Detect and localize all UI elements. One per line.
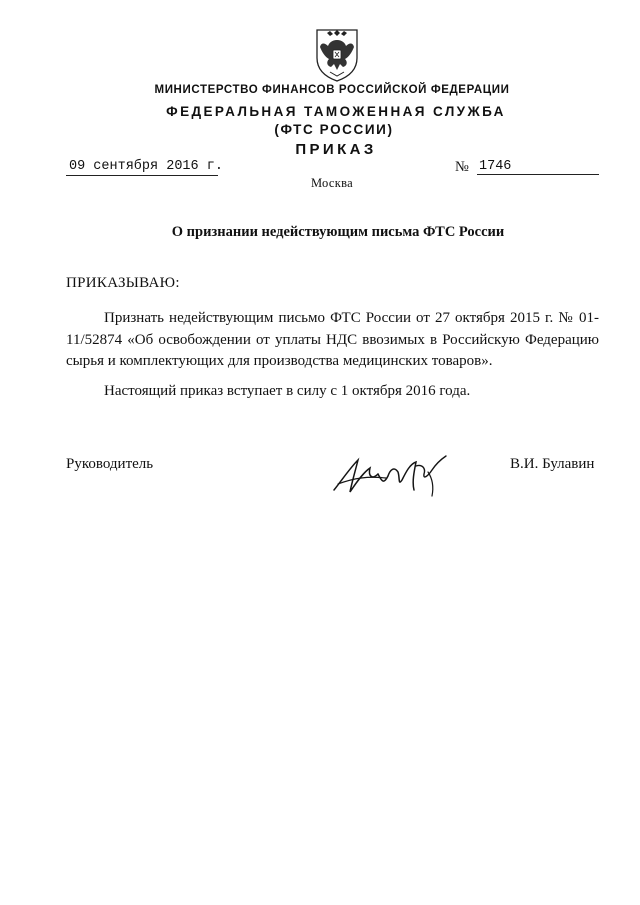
document-title: О признании недействующим письма ФТС России bbox=[171, 224, 505, 240]
signer-role: Руководитель bbox=[66, 456, 154, 472]
ministry-name: МИНИСТЕРСТВО ФИНАНСОВ РОССИЙСКОЙ ФЕДЕРАЦИИ bbox=[154, 84, 510, 96]
service-abbreviation: (ФТС РОССИИ) bbox=[274, 122, 394, 137]
city: Москва bbox=[310, 176, 354, 190]
number-underline bbox=[477, 174, 599, 175]
order-word: ПРИКАЗЫВАЮ: bbox=[66, 275, 180, 291]
order-number: 1746 bbox=[479, 159, 512, 174]
handwritten-signature-icon bbox=[328, 450, 458, 502]
order-paragraph-1: Признать недействующим письмо ФТС России от 27 октября 2015 г. № 01-11/52874 «Об освобождении от уплаты НДС ввозимых в Российскую Федерацию сырья и комплектующих для производства медицинских товаров». bbox=[66, 310, 599, 369]
order-number-field bbox=[455, 158, 599, 175]
order-date: 09 сентября 2016 г. bbox=[69, 159, 223, 174]
signer-name: В.И. Булавин bbox=[510, 456, 595, 472]
order-paragraph-2: Настоящий приказ вступает в силу с 1 октября 2016 года. bbox=[104, 383, 471, 399]
coat-of-arms-icon bbox=[312, 26, 362, 84]
service-name: ФЕДЕРАЛЬНАЯ ТАМОЖЕННАЯ СЛУЖБА bbox=[166, 104, 506, 119]
document-type: ПРИКАЗ bbox=[295, 141, 377, 158]
number-sign: № bbox=[455, 159, 469, 175]
order-date-field bbox=[66, 158, 223, 176]
